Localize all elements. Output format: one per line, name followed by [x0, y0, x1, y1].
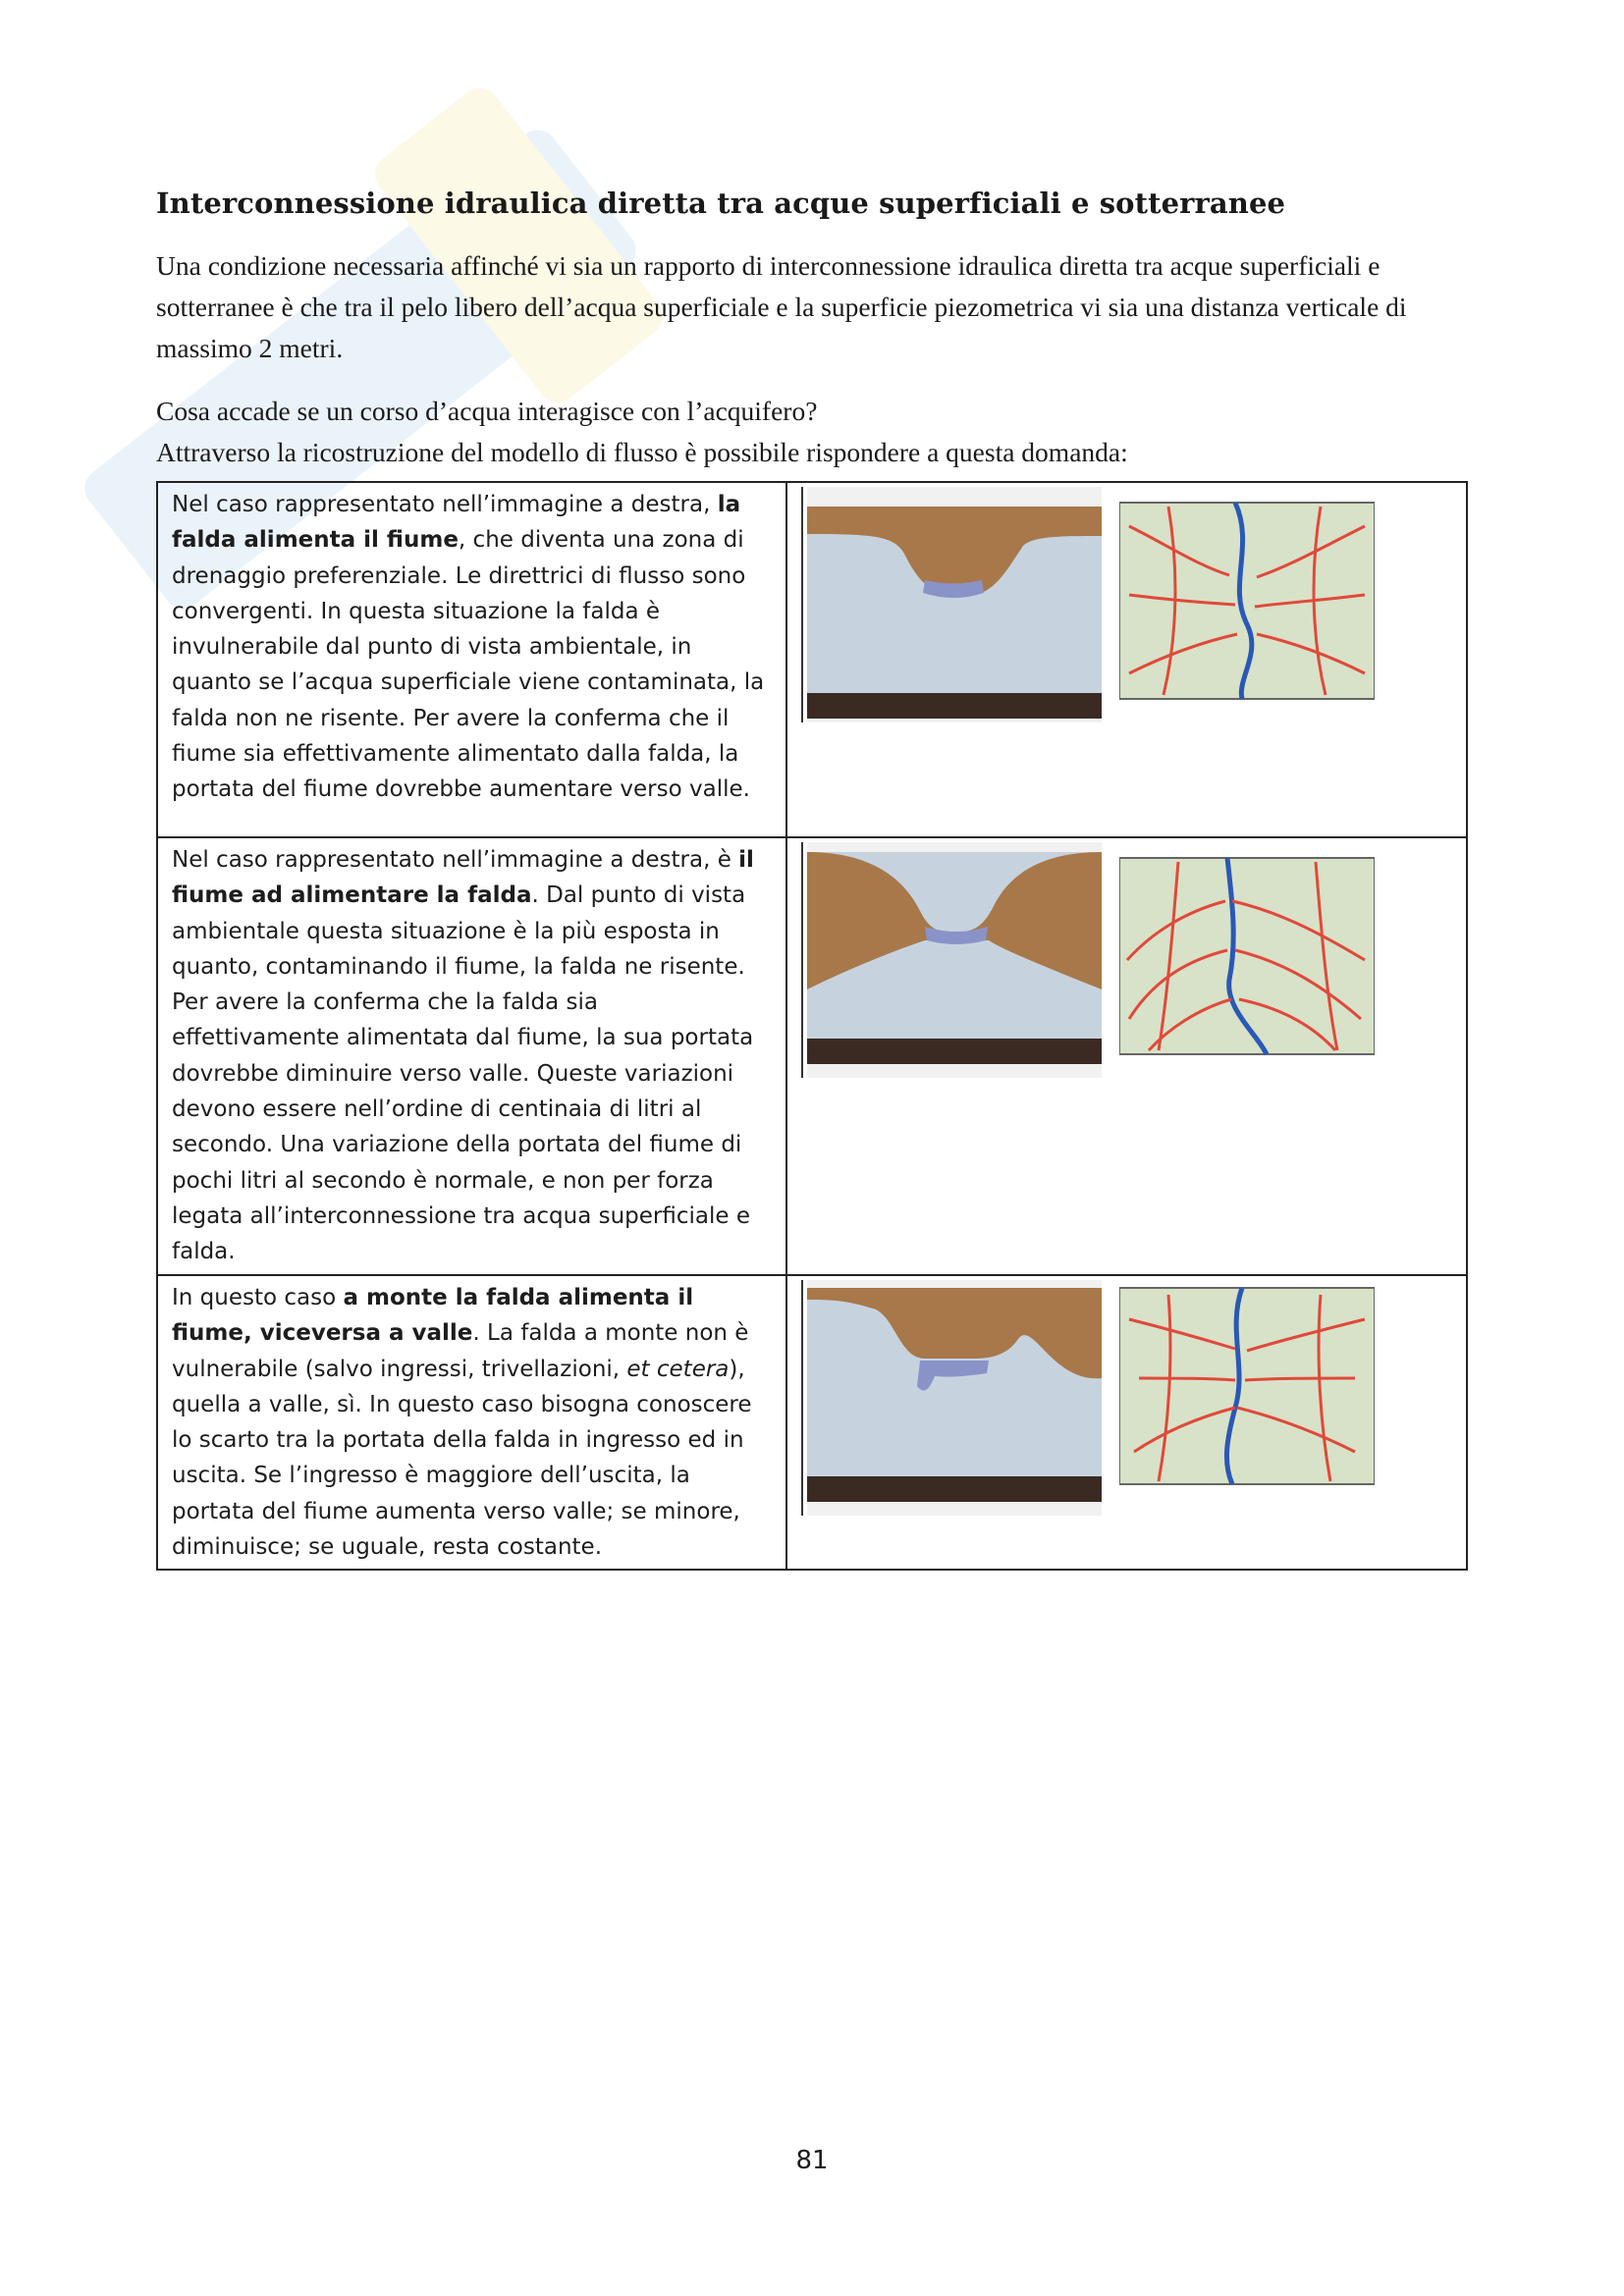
cross-section-losing — [807, 842, 1102, 1078]
page-number: 81 — [795, 2146, 829, 2175]
plan-view-gaining — [1119, 487, 1375, 722]
case-description: Nel caso rappresentato nell’immagine a destra, è il fiume ad alimentare la falda. Dal punto di vista ambientale questa situazione è la più esposta in quanto, contaminando il fiume, la falda ne risente. Per avere la conferma che la falda sia effettivamente alimentata dal fiume, la sua portata dovrebbe diminuire verso valle. Queste variazioni devono essere nell’ordine di centinaia di litri al secondo. Una variazione della portata del fiume di pochi litri al secondo è normale, e non per forza legata all’interconnessione tra acqua superficiale e falda. — [157, 837, 786, 1275]
cases-table — [156, 481, 1468, 1571]
case-description: In questo caso a monte la falda alimenta il fiume, viceversa a valle. La falda a monte non è vulnerabile (salvo ingressi, trivellazioni, et cetera), quella a valle, sì. In questo caso bisogna conoscere lo scarto tra la portata della falda in ingresso ed in uscita. Se l’ingresso è maggiore dell’uscita, la portata del fiume aumenta verso valle; se minore, diminuisce; se uguale, resta costante. — [157, 1275, 786, 1570]
cross-section-gaining — [807, 487, 1102, 722]
intro-paragraph: Una condizione necessaria affinché vi sia un rapporto di interconnessione idraulica diretta tra acque superficiali e sotterranee è che tra il pelo libero dell’acqua superficiale e la superficie piezometrica vi sia una distanza verticale di massimo 2 metri. — [156, 250, 1407, 363]
cross-section-mixed — [807, 1280, 1102, 1516]
section-heading: Interconnessione idraulica diretta tra acque superficiali e sotterranee — [156, 187, 1286, 220]
lead-paragraph: Attraverso la ricostruzione del modello di flusso è possibile rispondere a questa domanda: — [156, 437, 1128, 467]
table-row — [157, 837, 1467, 1275]
case-description: Nel caso rappresentato nell’immagine a destra, la falda alimenta il fiume, che diventa una zona di drenaggio preferenziale. Le direttrici di flusso sono convergenti. In questa situazione la falda è invulnerabile dal punto di vista ambientale, in quanto se l’acqua superficiale viene contaminata, la falda non ne risente. Per avere la conferma che il fiume sia effettivamente alimentato dalla falda, la portata del fiume dovrebbe aumentare verso valle. — [157, 482, 786, 837]
case-figure-cell — [786, 1275, 1467, 1570]
table-row — [157, 1275, 1467, 1570]
table-row — [157, 482, 1467, 837]
plan-view-losing — [1119, 842, 1375, 1078]
question-paragraph: Cosa accade se un corso d’acqua interagisce con l’acquifero? — [156, 396, 818, 426]
case-figure-cell — [786, 482, 1467, 837]
document-page — [156, 187, 1472, 1571]
case-figure-cell — [786, 837, 1467, 1275]
plan-view-mixed — [1119, 1280, 1375, 1516]
